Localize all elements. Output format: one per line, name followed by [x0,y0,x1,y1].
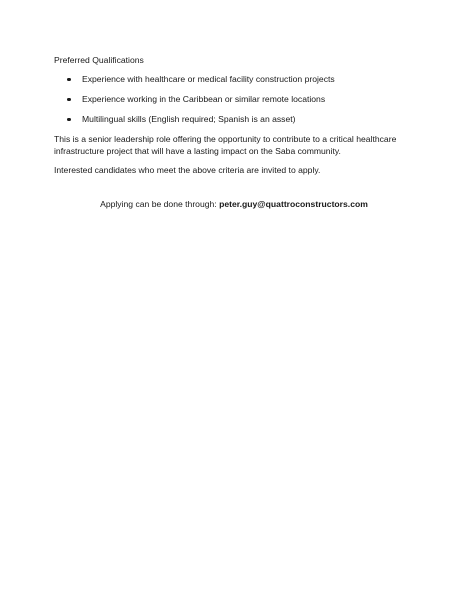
qualification-text: Experience working in the Caribbean or similar remote locations [82,94,326,104]
qualifications-list [54,73,414,125]
bullet-icon [67,98,71,102]
qualification-text: Experience with healthcare or medical facility construction projects [82,74,335,84]
qualification-item [54,113,414,125]
apply-line [54,198,414,210]
qualifications-heading: Preferred Qualifications [54,55,144,65]
qualification-text: Multilingual skills (English required; Spanish is an asset) [82,114,296,124]
qualification-item [54,93,414,105]
document-body [54,54,414,219]
qualification-item [54,73,414,85]
role-description-paragraph: This is a senior leadership role offering the opportunity to contribute to a critical healthcare infrastructure project that will have a lasting impact on the Saba community. [54,134,397,156]
apply-label: Applying can be done through: [100,199,220,209]
invitation-paragraph: Interested candidates who meet the above criteria are invited to apply. [54,165,321,175]
apply-email-link[interactable]: peter.guy@quattroconstructors.com [219,199,368,209]
bullet-icon [67,78,71,82]
bullet-icon [67,118,71,122]
